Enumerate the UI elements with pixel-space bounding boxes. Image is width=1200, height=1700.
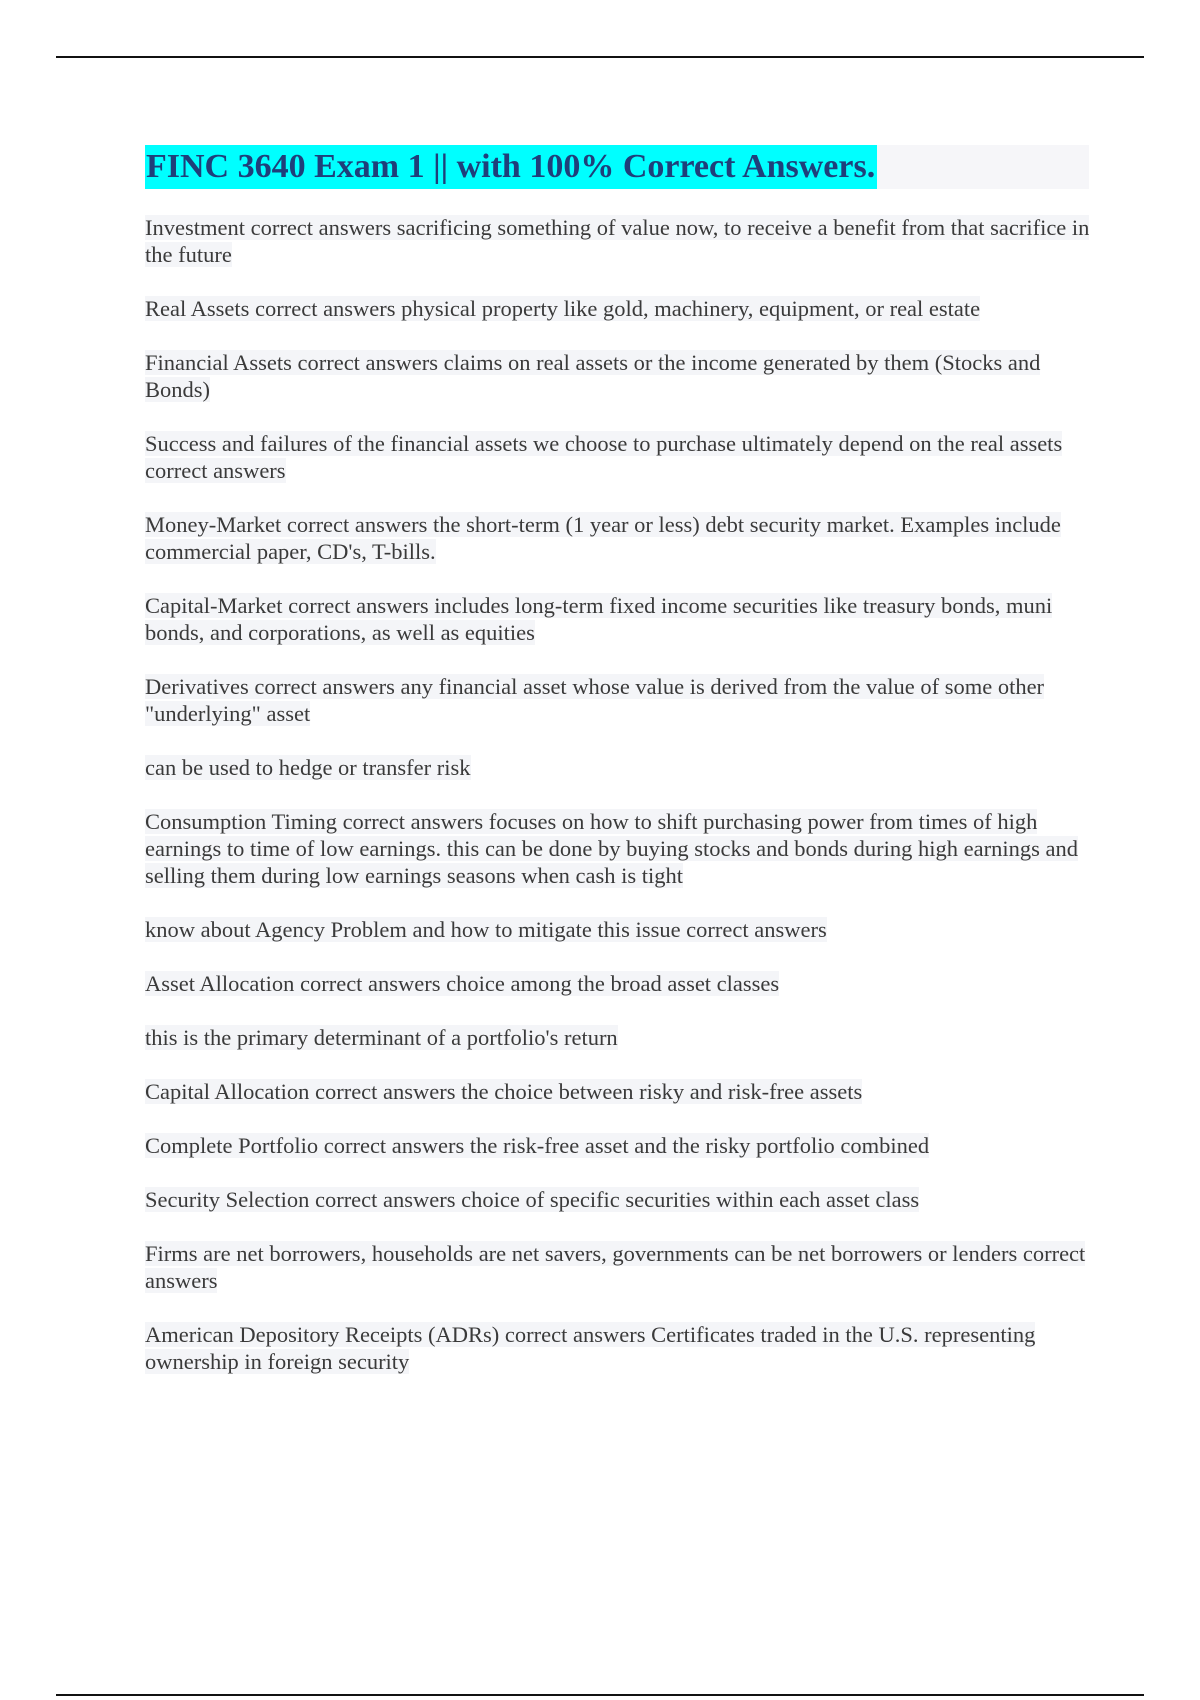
paragraph-derivatives: Derivatives correct answers any financial asset whose value is derived from the value of some other "underlying" asset [145,674,1045,726]
paragraph-investment: Investment correct answers sacrificing something of value now, to receive a benefit from that sacrifice in the future [145,215,1090,267]
paragraph-real-assets: Real Assets correct answers physical property like gold, machinery, equipment, or real estate [145,296,981,321]
paragraph-hedge-risk: can be used to hedge or transfer risk [145,755,471,780]
top-rule [56,56,1144,58]
paragraph-financial-assets: Financial Assets correct answers claims on real assets or the income generated by them (Stocks and Bonds) [145,350,1041,402]
paragraph-agency-problem: know about Agency Problem and how to mitigate this issue correct answers [145,917,827,942]
paragraph-net-borrowers: Firms are net borrowers, households are net savers, governments can be net borrowers or lenders correct answers [145,1241,1086,1293]
paragraph-adrs: American Depository Receipts (ADRs) correct answers Certificates traded in the U.S. representing ownership in foreign security [145,1322,1036,1374]
paragraph-capital-market: Capital-Market correct answers includes long-term fixed income securities like treasury bonds, muni bonds, and corporations, as well as equities [145,593,1053,645]
paragraph-consumption-timing: Consumption Timing correct answers focuses on how to shift purchasing power from times of high earnings to time of low earnings. this can be done by buying stocks and bonds during high earnings and selling them during low earnings seasons when cash is tight [145,809,1078,888]
paragraph-primary-determinant: this is the primary determinant of a portfolio's return [145,1025,618,1050]
paragraph-success-and-failures: Success and failures of the financial assets we choose to purchase ultimately depend on the real assets correct answers [145,431,1063,483]
bottom-rule [56,1694,1144,1696]
paragraph-capital-allocation: Capital Allocation correct answers the choice between risky and risk-free assets [145,1079,863,1104]
document-title: FINC 3640 Exam 1 || with 100% Correct Answers. [145,145,877,189]
paragraph-asset-allocation: Asset Allocation correct answers choice among the broad asset classes [145,971,780,996]
paragraph-complete-portfolio: Complete Portfolio correct answers the risk-free asset and the risky portfolio combined [145,1133,930,1158]
paragraph-money-market: Money-Market correct answers the short-term (1 year or less) debt security market. Examples include commercial paper, CD's, T-bills. [145,512,1061,564]
paragraph-security-selection: Security Selection correct answers choice of specific securities within each asset class [145,1187,920,1212]
document-body [145,214,1095,1402]
